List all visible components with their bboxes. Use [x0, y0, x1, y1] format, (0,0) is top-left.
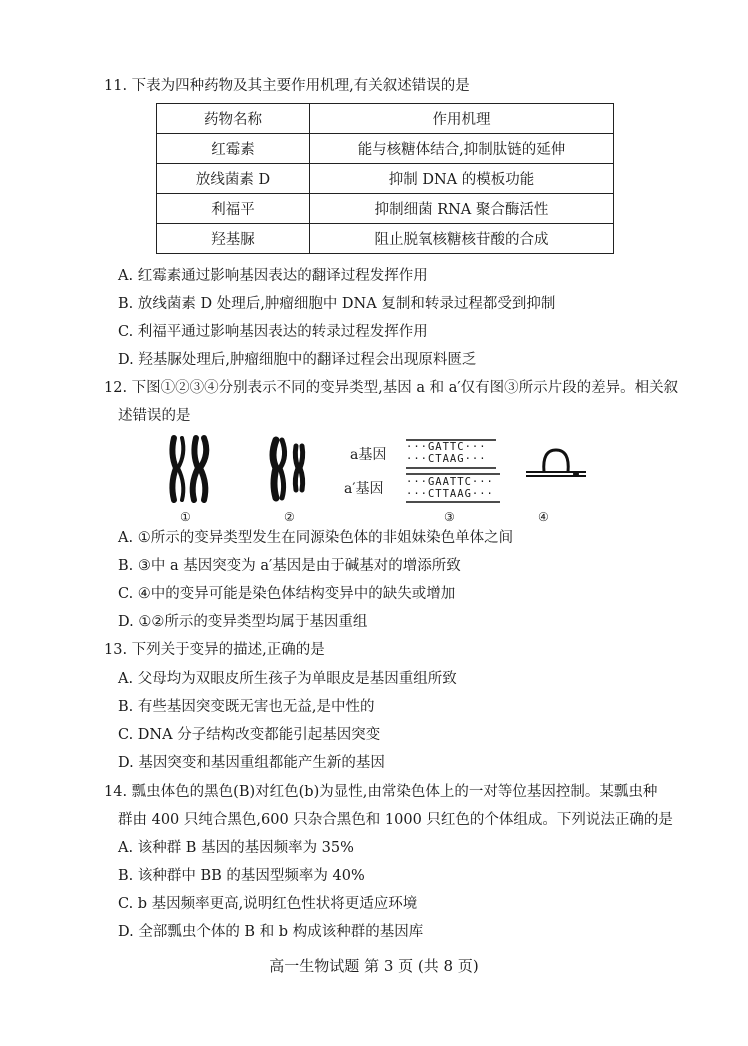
table-cell: 抑制 DNA 的模板功能	[310, 164, 614, 194]
q14-option-d: D. 全部瓢虫个体的 B 和 b 构成该种群的基因库	[118, 924, 424, 940]
q14-stem-line2: 群由 400 只纯合黑色,600 只杂合黑色和 1000 只红色的个体组成。下列说法正确的是	[118, 812, 673, 828]
q14-stem-line1: 14. 瓢虫体色的黑色(B)对红色(b)为显性,由常染色体上的一对等位基因控制。某瓢虫种	[104, 784, 658, 800]
q11-option-c: C. 利福平通过影响基因表达的转录过程发挥作用	[118, 324, 428, 340]
crossover-chromosomes-diagram	[160, 434, 220, 506]
q13-stem: 13. 下列关于变异的描述,正确的是	[104, 642, 325, 658]
table-cell: 放线菌素 D	[157, 164, 310, 194]
figure-label-1: ①	[180, 510, 191, 524]
figure-label-4: ④	[538, 510, 549, 524]
a-gene-label: a基因	[350, 447, 387, 463]
q12-option-c: C. ④中的变异可能是染色体结构变异中的缺失或增加	[118, 586, 456, 602]
seq-a-prime-bottom: ···CTTAAG···	[406, 488, 494, 500]
q13-option-c: C. DNA 分子结构改变都能引起基因突变	[118, 727, 381, 743]
q13-option-a: A. 父母均为双眼皮所生孩子为单眼皮是基因重组所致	[118, 671, 457, 687]
q12-stem-line1: 12. 下图①②③④分别表示不同的变异类型,基因 a 和 a′仅有图③所示片段的差异。相关叙	[104, 380, 679, 396]
figure-label-3: ③	[444, 510, 455, 524]
table-row	[157, 164, 614, 194]
chromosome-loop-diagram	[524, 444, 590, 484]
seq-a-top: ···GATTC···	[406, 441, 487, 453]
table-row	[157, 224, 614, 254]
q11-option-a: A. 红霉素通过影响基因表达的翻译过程发挥作用	[118, 268, 428, 284]
table-row	[157, 134, 614, 164]
seq-a-bottom: ···CTAAG···	[406, 453, 487, 465]
drug-table	[156, 103, 614, 254]
q14-option-b: B. 该种群中 BB 的基因型频率为 40%	[118, 868, 365, 884]
q12-option-a: A. ①所示的变异类型发生在同源染色体的非姐妹染色单体之间	[118, 530, 514, 546]
q12-option-b: B. ③中 a 基因突变为 a′基因是由于碱基对的增添所致	[118, 558, 461, 574]
q11-option-b: B. 放线菌素 D 处理后,肿瘤细胞中 DNA 复制和转录过程都受到抑制	[118, 296, 556, 312]
q14-option-a: A. 该种群 B 基因的基因频率为 35%	[118, 840, 354, 856]
table-cell: 利福平	[157, 194, 310, 224]
variation-figure	[160, 434, 590, 526]
table-cell: 羟基脲	[157, 224, 310, 254]
translocation-chromosomes-diagram	[264, 434, 314, 506]
table-cell: 抑制细菌 RNA 聚合酶活性	[310, 194, 614, 224]
table-header-row	[157, 104, 614, 134]
q13-option-d: D. 基因突变和基因重组都能产生新的基因	[118, 755, 385, 771]
table-cell: 能与核糖体结合,抑制肽链的延伸	[310, 134, 614, 164]
q14-option-c: C. b 基因频率更高,说明红色性状将更适应环境	[118, 896, 418, 912]
q11-stem: 11. 下表为四种药物及其主要作用机理,有关叙述错误的是	[104, 78, 470, 94]
q11-option-d: D. 羟基脲处理后,肿瘤细胞中的翻译过程会出现原料匮乏	[118, 352, 477, 368]
q13-option-b: B. 有些基因突变既无害也无益,是中性的	[118, 699, 375, 715]
q12-option-d: D. ①②所示的变异类型均属于基因重组	[118, 614, 368, 630]
table-cell: 阻止脱氧核糖核苷酸的合成	[310, 224, 614, 254]
q12-stem-line2: 述错误的是	[118, 408, 191, 424]
seq-a-prime-top: ···GAATTC···	[406, 476, 494, 488]
table-header-mechanism: 作用机理	[310, 104, 614, 134]
table-header-drug: 药物名称	[157, 104, 310, 134]
table-cell: 红霉素	[157, 134, 310, 164]
table-row	[157, 194, 614, 224]
figure-label-2: ②	[284, 510, 295, 524]
page-footer: 高一生物试题 第 3 页 (共 8 页)	[269, 957, 479, 975]
a-prime-gene-label: a′基因	[344, 481, 384, 497]
